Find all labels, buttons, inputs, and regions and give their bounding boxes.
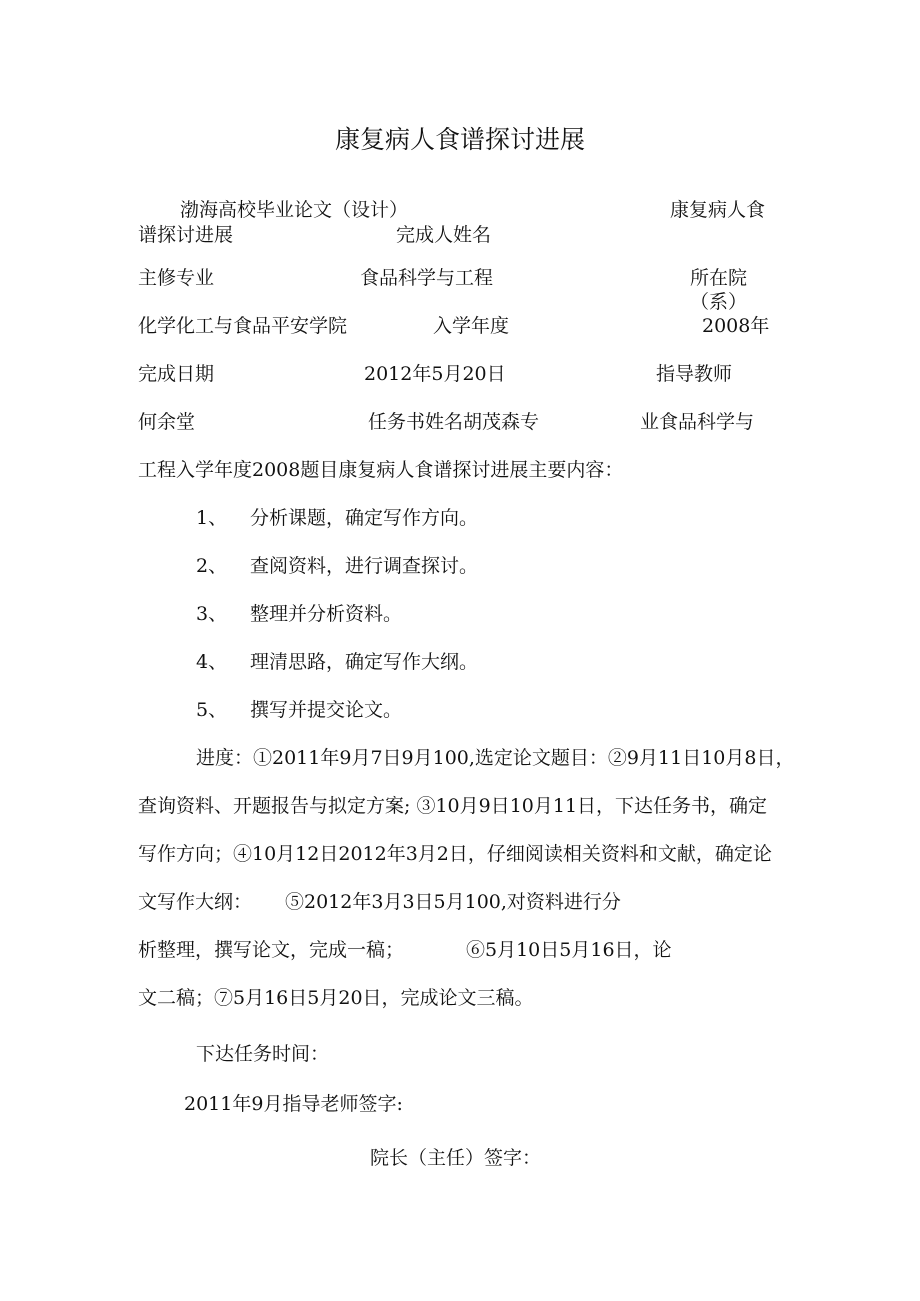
item-number: 3、 [196, 603, 228, 625]
dean-signature-label: 院长（主任）签字： [370, 1147, 542, 1169]
school-name: 渤海高校毕业论文（设计） [180, 199, 409, 221]
item-number: 1、 [196, 507, 228, 529]
main-content-heading: 工程入学年度2008题目康复病人食谱探讨进展主要内容： [138, 459, 624, 481]
progress-line-5a: 析整理，撰写论文，完成一稿； [138, 939, 405, 961]
item-text: 理清思路，确定写作大纲。 [250, 651, 479, 673]
year-value: 2008年 [702, 315, 770, 337]
task-author: 任务书姓名胡茂森专 [368, 411, 540, 433]
teacher-name: 何余堂 [138, 411, 196, 433]
major-value: 食品科学与工程 [360, 267, 494, 289]
year-label: 入学年度 [433, 315, 510, 337]
item-number: 2、 [196, 555, 228, 577]
progress-line-3: 写作方向；④10月12日2012年3月2日，仔细阅读相关资料和文献，确定论 [138, 843, 772, 865]
progress-line-2: 查询资料、开题报告与拟定方案; ③10月9日10月11日，下达任务书，确定 [138, 795, 768, 817]
progress-line-1: 进度：①2011年9月7日9月100,选定论文题目：②9月11日10月8日， [196, 747, 795, 769]
date-value: 2012年5月20日 [364, 363, 506, 385]
item-text: 撰写并提交论文。 [250, 699, 403, 721]
dept-label-1: 所在院 [690, 267, 748, 289]
dept-label-2: （系） [690, 291, 748, 313]
author-label: 完成人姓名 [396, 224, 492, 246]
item-text: 分析课题，确定写作方向。 [250, 507, 479, 529]
progress-line-6: 文二稿；⑦5月16日5月20日，完成论文三稿。 [138, 987, 534, 1009]
progress-line-4a: 文写作大纲： [138, 891, 253, 913]
teacher-label: 指导教师 [656, 363, 733, 385]
item-text: 查阅资料，进行调查探讨。 [250, 555, 479, 577]
date-label: 完成日期 [138, 363, 215, 385]
major-fragment: 业食品科学与 [640, 411, 755, 433]
major-label: 主修专业 [138, 267, 215, 289]
item-text: 整理并分析资料。 [250, 603, 403, 625]
teacher-signature-label: 2011年9月指导老师签字: [184, 1093, 403, 1115]
item-number: 5、 [196, 699, 228, 721]
item-number: 4、 [196, 651, 228, 673]
dept-value: 化学化工与食品平安学院 [138, 315, 348, 337]
progress-line-5b: ⑥5月10日5月16日，论 [466, 939, 672, 961]
topic-part-1: 康复病人食 [670, 199, 766, 221]
issue-time-label: 下达任务时间： [196, 1043, 330, 1065]
document-title: 康复病人食谱探讨进展 [334, 125, 585, 154]
topic-part-2: 谱探讨进展 [138, 224, 234, 246]
progress-line-4b: ⑤2012年3月3日5月100,对资料进行分 [285, 891, 621, 913]
